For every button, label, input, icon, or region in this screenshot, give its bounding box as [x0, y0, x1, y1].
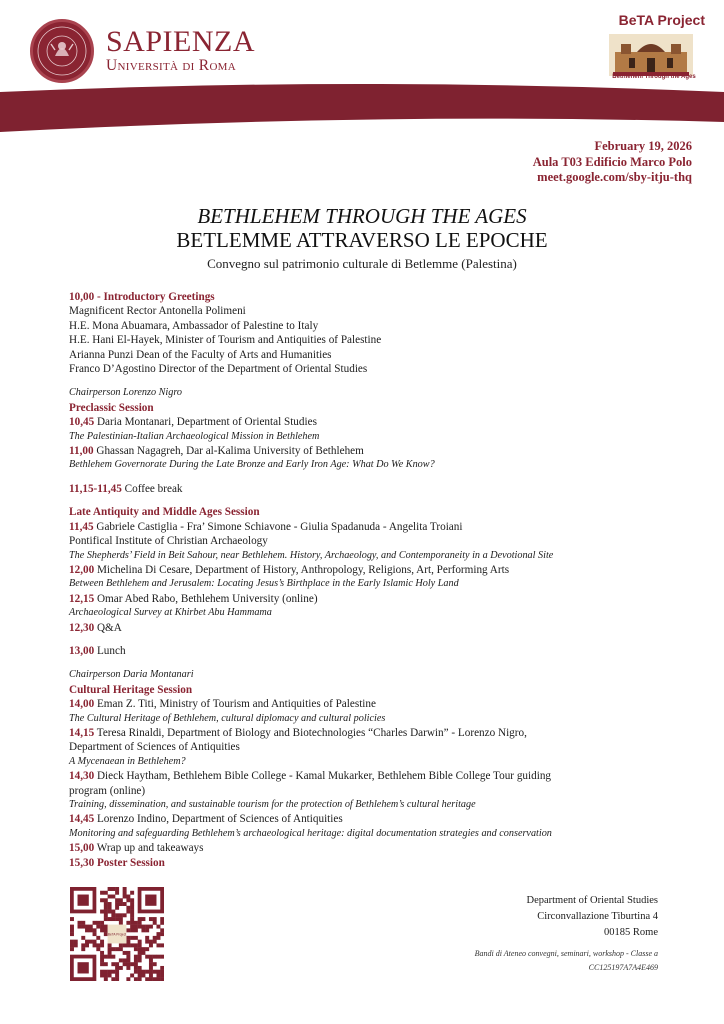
project-caption: Bethlehem Through the Ages — [612, 74, 696, 80]
department-address — [526, 893, 658, 941]
event-date: February 19, 2026 — [594, 139, 692, 153]
sapienza-seal-logo — [30, 19, 94, 83]
heritage-heading: Cultural Heritage Session — [69, 683, 193, 696]
lunch: 13,00 Lunch — [69, 644, 126, 657]
program — [69, 290, 669, 870]
talk-title: Bethlehem Governorate During the Late Bronze and Early Iron Age: What Do We Know? — [69, 459, 435, 471]
title-english: BETHLEHEM THROUGH THE AGES — [197, 204, 527, 228]
greeting-speaker: H.E. Hani El-Hayek, Minister of Tourism and Antiquities of Palestine — [69, 334, 382, 347]
preclassic-heading: Preclassic Session — [69, 401, 154, 414]
qa-item: 12,30 Q&A — [69, 621, 122, 634]
talk-title: Between Bethlehem and Jerusalem: Locating Jesus’s Birthplace in the Early Islamic Holy Land — [69, 578, 459, 590]
address-line: Circonvallazione Tiburtina 4 — [537, 911, 658, 922]
talk-title: The Shepherds’ Field in Beit Sahour, near Bethlehem. History, Archaeology, and Contemporaneity in a Devotional Site — [69, 549, 554, 561]
event-room: Aula T03 Edificio Marco Polo — [532, 154, 692, 169]
talk-speaker: 14,15 Teresa Rinaldi, Department of Biology and Biotechnologies “Charles Darwin” - Lorenzo Nigro, — [69, 726, 527, 739]
brand-name: SAPIENZA — [106, 25, 256, 58]
subtitle: Convegno sul patrimonio culturale di Betlemme (Palestina) — [207, 256, 517, 271]
talk-speaker: 12,00 Michelina Di Cesare, Department of History, Anthropology, Religions, Art, Performing Arts — [69, 563, 510, 576]
talk-speaker: 12,15 Omar Abed Rabo, Bethlehem University (online) — [69, 592, 318, 605]
talk-affiliation: Pontifical Institute of Christian Archaeology — [69, 535, 268, 548]
greeting-speaker: Arianna Punzi Dean of the Faculty of Arts and Humanities — [69, 348, 332, 361]
talk-affiliation: program (online) — [69, 784, 146, 797]
talk-speaker: 14,30 Dieck Haytham, Bethlehem Bible College - Kamal Mukarker, Bethlehem Bible College Tour guiding — [69, 770, 552, 783]
beta-project-logo — [609, 34, 693, 76]
greetings-heading: 10,00 - Introductory Greetings — [69, 291, 215, 303]
address-line: Department of Oriental Studies — [526, 895, 658, 906]
talk-affiliation: Department of Sciences of Antiquities — [69, 741, 240, 754]
coffee-break: 11,15-11,45 Coffee break — [69, 482, 183, 495]
funding-line: Bandi di Ateneo convegni, seminari, workshop - Classe a — [474, 949, 658, 958]
qr-code[interactable] — [70, 887, 164, 981]
talk-title: Monitoring and safeguarding Bethlehem’s archaeological heritage: digital documentation strategies and conservation — [69, 827, 552, 839]
brand-subtitle: Università di Roma — [106, 57, 237, 74]
talk-speaker: 11,00 Ghassan Nagagreh, Dar al-Kalima University of Bethlehem — [69, 445, 364, 458]
qr-center-label: BeTA Project — [107, 932, 127, 937]
funding-line: CC125197A7A4E469 — [588, 963, 658, 972]
greeting-speaker: Magnificent Rector Antonella Polimeni — [69, 305, 246, 318]
talk-title: A Mycenaean in Bethlehem? — [69, 755, 186, 767]
title-italian: BETLEMME ATTRAVERSO LE EPOCHE — [176, 228, 548, 252]
talk-title: The Palestinian-Italian Archaeological Mission in Bethlehem — [69, 430, 320, 442]
late-heading: Late Antiquity and Middle Ages Session — [69, 506, 260, 519]
event-meet-link[interactable]: meet.google.com/sby-itju-thq — [537, 170, 692, 184]
preclassic-chair: Chairperson Lorenzo Nigro — [69, 387, 183, 399]
address-line: 00185 Rome — [604, 927, 658, 938]
talk-speaker: 10,45 Daria Montanari, Department of Oriental Studies — [69, 416, 317, 429]
project-title: BeTA Project — [618, 12, 705, 28]
talk-title: Archaeological Survey at Khirbet Abu Hammama — [69, 607, 272, 619]
poster-session: 15,30 Poster Session — [69, 856, 165, 869]
funding-note — [475, 947, 658, 975]
wrap-up: 15,00 Wrap up and takeaways — [69, 842, 204, 855]
talk-speaker: 14,00 Eman Z. Titi, Ministry of Tourism and Antiquities of Palestine — [69, 698, 376, 711]
greeting-speaker: Franco D’Agostino Director of the Department of Oriental Studies — [69, 363, 368, 376]
heritage-chair: Chairperson Daria Montanari — [69, 669, 194, 681]
event-info — [533, 139, 692, 186]
talk-title: The Cultural Heritage of Bethlehem, cultural diplomacy and cultural policies — [69, 712, 386, 724]
header-banner — [0, 82, 724, 132]
greeting-speaker: H.E. Mona Abuamara, Ambassador of Palestine to Italy — [69, 319, 319, 332]
talk-speaker: 11,45 Gabriele Castiglia - Fra’ Simone Schiavone - Giulia Spadanuda - Angelita Troiani — [69, 520, 463, 533]
talk-title: Training, dissemination, and sustainable tourism for the protection of Bethlehem’s cultural heritage — [69, 799, 476, 810]
talk-speaker: 14,45 Lorenzo Indino, Department of Sciences of Antiquities — [69, 813, 343, 826]
